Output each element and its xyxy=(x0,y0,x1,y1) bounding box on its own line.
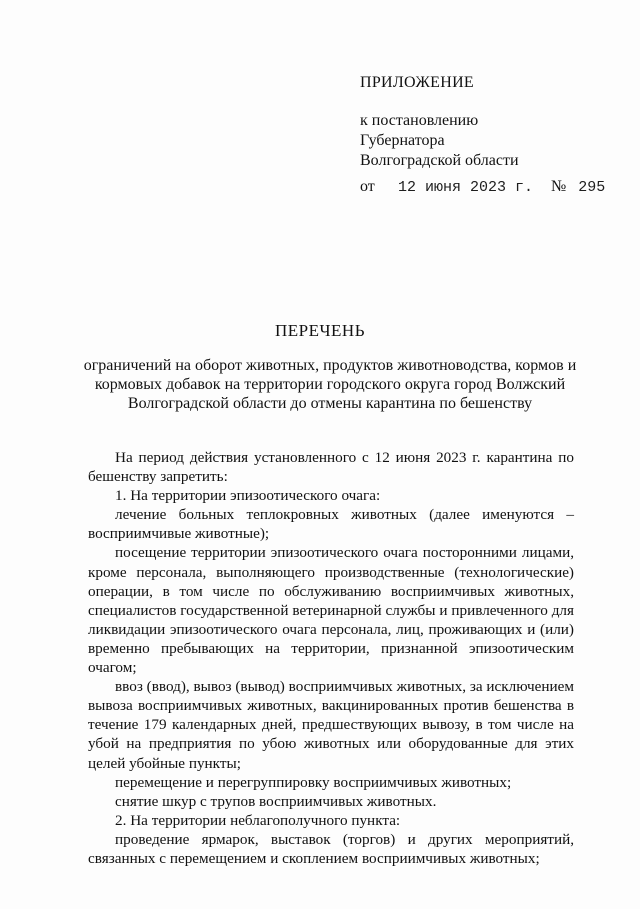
decree-reference xyxy=(360,178,605,196)
paragraph-intro: На период действия установленного с 12 июня 2023 г. карантина по бешенству запретить: xyxy=(88,449,574,486)
paragraph-skinning-ban: снятие шкур с трупов восприимчивых животных. xyxy=(115,792,437,810)
appendix-line-decree: к постановлению xyxy=(360,112,479,129)
paragraph-fairs-ban: проведение ярмарок, выставок (торгов) и других мероприятий, связанных с перемещением и скоплением восприимчивых животных; xyxy=(88,830,574,867)
appendix-line-region: Волгоградской области xyxy=(360,152,519,169)
paragraph-section-2-heading: 2. На территории неблагополучного пункта: xyxy=(115,811,401,829)
decree-number: 295 xyxy=(578,179,606,196)
paragraph-treatment-ban: лечение больных теплокровных животных (далее именуются – восприимчивые животные); xyxy=(88,506,574,543)
paragraph-section-1-heading: 1. На территории эпизоотического очага: xyxy=(115,487,381,505)
paragraph-regrouping-ban: перемещение и перегруппировку восприимчивых животных; xyxy=(115,773,512,791)
document-title: ПЕРЕЧЕНЬ xyxy=(275,321,365,340)
decree-number-sign: № xyxy=(551,178,567,195)
decree-date: 12 июня 2023 г. xyxy=(398,179,534,196)
appendix-line-governor: Губернатора xyxy=(360,132,445,149)
decree-from-label: от xyxy=(360,178,375,195)
appendix-block xyxy=(360,73,519,171)
document-subtitle: ограничений на оборот животных, продуктов животноводства, кормов и кормовых добавок на территории городского округа город Волжский Волгоградской области до отмены карантина по бешенству xyxy=(83,357,577,412)
document-body xyxy=(88,448,574,868)
paragraph-visit-ban: посещение территории эпизоотического очага посторонними лицами, кроме персонала, выполняющего производственные (технологические) операции, в том числе по обслуживанию восприимчивых животных, специалистов государственной ветеринарной службы и привлеченного для ликвидации эпизоотического очага персонала, лиц, проживающих и (или) временно пребывающих на территории, признанной эпизоотическим очагом; xyxy=(88,544,574,677)
paragraph-import-export-ban: ввоз (ввод), вывоз (вывод) восприимчивых животных, за исключением вывоза восприимчивых животных, вакцинированных против бешенства в течение 179 календарных дней, предшествующих вывозу, в том числе на убой на предприятия по убою животных или оборудованные для этих целей убойные пункты; xyxy=(88,678,574,772)
appendix-heading: ПРИЛОЖЕНИЕ xyxy=(360,74,475,91)
